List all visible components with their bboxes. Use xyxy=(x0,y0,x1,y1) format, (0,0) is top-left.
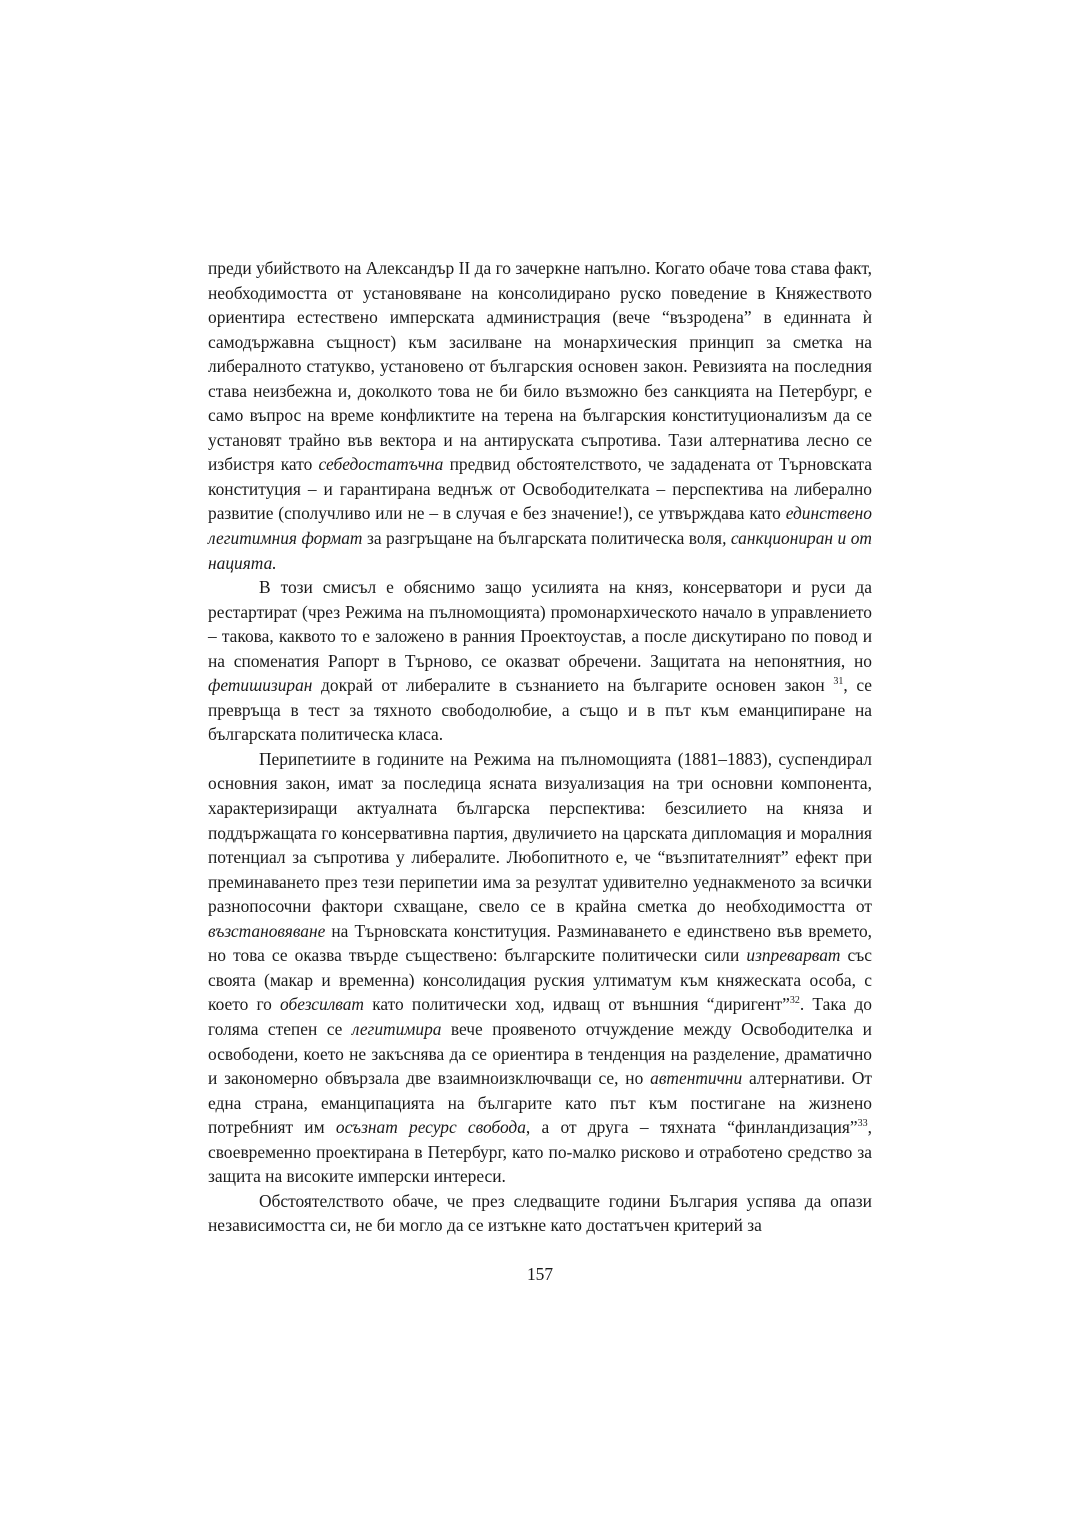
paragraph xyxy=(208,256,872,575)
text-run: преди убийството на Александър II да го зачеркне напълно. Когато обаче това става факт, необходимостта от установяване на консолидирано руско поведение в Княжеството ориентира естествено имперската администрация (вече “възродена” в единната ѝ самодържавна същност) към засилване на монархическия принцип за сметка на либералното статукво, установено от българския основен закон. Ревизията на последния става неизбежна и, доколкото това не би било възможно без санкцията на Петербург, е само въпрос на време конфликтите на терена на българския конституционализъм да се установят трайно във вектора и на антируската съпротива. Тази алтернатива лесно се избистря като xyxy=(208,258,872,475)
italic-text: легитимира xyxy=(351,1018,442,1039)
text-run: със своята (макар и временна) консолидация руския ултиматум към княжеската особа, с което го xyxy=(208,945,872,1015)
paragraph xyxy=(208,747,872,1189)
page-number: 157 xyxy=(526,1264,554,1284)
text-run: докрай от либералите в съзнанието на българите основен закон xyxy=(312,675,834,696)
text-run: Перипетиите в годините на Режима на пълномощията (1881–1883), суспендирал основния закон, имат за последица ясната визуализация на три основни компонента, характеризиращи актуалната българска перспектива: безсилието на княза и поддържащата го консервативна партия, двуличието на царската дипломация и моралния потенциал за съпротива у либералите. Любопитното е, че “възпитателният” ефект при преминаването през тези перипетии има за резултат удивително уеднакменото за всички разнопосочни фактори схващане, свело се в крайна сметка до необходимостта от xyxy=(208,748,872,917)
italic-text: , санкциониран и от нацията. xyxy=(208,528,872,573)
text-run: В този смисъл е обяснимо защо усилията на княз, консерватори и руси да рестартират (чрез Режима на пълномощията) промонархическото начало в управлението – такова, каквото то е заложено в ранния Проектоустав, а после дискутирано по повод и на споменатия Рапорт в Търново, се оказват обречени. Защитата на непонятния, но xyxy=(208,577,872,671)
text-run: на Търновската конституция. Разминаването е единствено във времето, но това се оказва твърде съществено: българските политически сили xyxy=(208,920,872,966)
text-run: предвид обстоятелството, че зададената от Търновската конституция – и гарантирана веднъж от Освободителката – перспектива на либерално развитие (сполучливо или не – в случая е без значение!), се утвърждава като xyxy=(208,454,872,524)
italic-text: възстановяване xyxy=(208,920,326,941)
body-text xyxy=(208,256,872,1238)
footnote-marker: 31 xyxy=(833,676,844,688)
paragraph xyxy=(208,575,872,747)
text-run: алтернативи. От една страна, еманципацията на българите като път към постигане на жизнено потребният им xyxy=(208,1068,872,1138)
text-run: Обстоятелството обаче, че през следващите години България успява да опази независимостта си, не би могло да се изтъкне като достатъчен критерий за xyxy=(208,1190,872,1236)
italic-text: обезсилват xyxy=(280,994,364,1015)
text-run: , се превръща в тест за тяхното свободолюбие, а също и в път към еманципиране на българската политическа класа. xyxy=(208,675,872,745)
text-run: , а от друга – тяхната “финландизация” xyxy=(525,1117,858,1138)
footnote-marker: 32 xyxy=(789,995,800,1007)
text-run: за разгръщане на българската политическа воля xyxy=(362,528,723,549)
italic-text: осъзнат ресурс свобода xyxy=(335,1117,526,1138)
text-run: , своевременно проектирана в Петербург, като по-малко рисково и отработено средство за защита на високите имперски интереси. xyxy=(208,1117,872,1187)
italic-text: единствено легитимния формат xyxy=(208,503,872,549)
text-run: вече проявеното отчуждение между Освободителка и освободени, което не закъснява да се ориентира в тенденция на разделение, драматично и закономерно обвързала две взаимноизключващи се, но xyxy=(208,1018,872,1089)
italic-text: автентични xyxy=(650,1068,743,1089)
italic-text: себедостатъчна xyxy=(318,454,444,475)
text-run: като политически ход, идващ от външния “диригент” xyxy=(364,994,790,1015)
italic-text: изпреварват xyxy=(746,945,841,966)
paragraph xyxy=(208,1189,872,1238)
text-run: . Така до голяма степен се xyxy=(208,994,872,1039)
italic-text: фетишизиран xyxy=(208,675,313,696)
footnote-marker: 33 xyxy=(857,1118,868,1130)
